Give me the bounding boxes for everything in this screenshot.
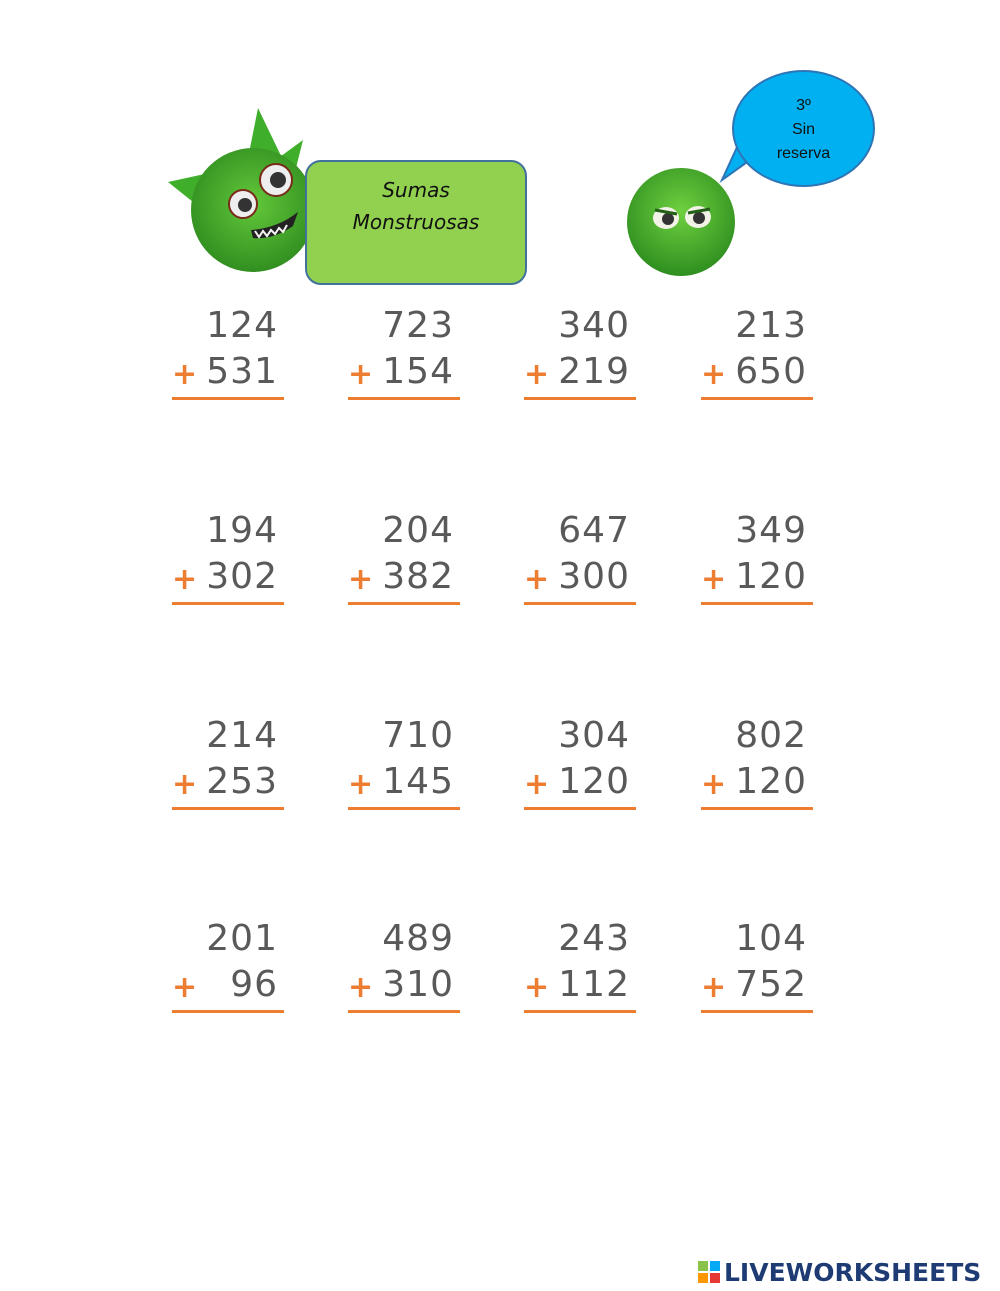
plus-sign: + [701, 562, 727, 597]
addend-top: 124 [206, 305, 278, 346]
addition-problem [524, 918, 644, 1018]
sum-line[interactable] [348, 807, 460, 810]
addend-top: 214 [206, 715, 278, 756]
plus-sign: + [348, 970, 374, 1005]
addend-top: 489 [382, 918, 454, 959]
addend-bottom: 145 [382, 761, 454, 802]
addend-bottom: 112 [558, 964, 630, 1005]
addition-problem [524, 305, 644, 405]
sum-line[interactable] [701, 602, 813, 605]
bubble-line-1: 3º [796, 97, 811, 114]
plus-sign: + [172, 562, 198, 597]
sum-line[interactable] [524, 602, 636, 605]
addition-problem [172, 305, 292, 405]
sum-line[interactable] [172, 602, 284, 605]
horned-monster-illustration [163, 100, 313, 280]
addend-top: 647 [558, 510, 630, 551]
addend-top: 204 [382, 510, 454, 551]
addition-problem [701, 305, 821, 405]
sum-line[interactable] [524, 397, 636, 400]
addend-bottom: 120 [735, 761, 807, 802]
plus-sign: + [172, 767, 198, 802]
sum-line[interactable] [701, 1010, 813, 1013]
plus-sign: + [701, 357, 727, 392]
liveworksheets-logo-text: LIVEWORKSHEETS [724, 1257, 982, 1287]
addend-top: 802 [735, 715, 807, 756]
addend-top: 243 [558, 918, 630, 959]
addend-bottom: 382 [382, 556, 454, 597]
speech-bubble [732, 70, 875, 187]
sum-line[interactable] [524, 807, 636, 810]
plus-sign: + [701, 767, 727, 802]
addition-problem [701, 715, 821, 815]
plus-sign: + [172, 357, 198, 392]
addition-problem [524, 715, 644, 815]
sum-line[interactable] [348, 602, 460, 605]
addend-bottom: 650 [735, 351, 807, 392]
addend-top: 201 [206, 918, 278, 959]
plus-sign: + [524, 357, 550, 392]
plus-sign: + [524, 970, 550, 1005]
liveworksheets-logo-icon [698, 1261, 720, 1283]
addend-bottom: 120 [735, 556, 807, 597]
sum-line[interactable] [348, 1010, 460, 1013]
addition-problem [524, 510, 644, 610]
plus-sign: + [348, 767, 374, 802]
liveworksheets-logo [698, 1256, 981, 1288]
bubble-line-2: Sin [791, 121, 816, 138]
addend-bottom: 531 [206, 351, 278, 392]
addend-bottom: 300 [558, 556, 630, 597]
title-line-2: Monstruosas [352, 210, 480, 234]
addend-top: 304 [558, 715, 630, 756]
addition-problem [701, 510, 821, 610]
addend-top: 723 [382, 305, 454, 346]
addend-bottom: 219 [558, 351, 630, 392]
addition-problem [348, 918, 468, 1018]
plus-sign: + [348, 357, 374, 392]
sum-line[interactable] [172, 807, 284, 810]
addition-problem [172, 510, 292, 610]
addition-problem [348, 715, 468, 815]
title-line-1: Sumas [382, 178, 450, 202]
plus-sign: + [348, 562, 374, 597]
addend-bottom: 154 [382, 351, 454, 392]
addend-top: 213 [735, 305, 807, 346]
addend-top: 194 [206, 510, 278, 551]
sum-line[interactable] [172, 397, 284, 400]
addend-top: 349 [735, 510, 807, 551]
bubble-line-3: reserva [776, 145, 831, 162]
title-box [305, 160, 527, 285]
addend-top: 104 [735, 918, 807, 959]
sum-line[interactable] [701, 807, 813, 810]
addend-bottom: 752 [735, 964, 807, 1005]
addend-top: 710 [382, 715, 454, 756]
sum-line[interactable] [172, 1010, 284, 1013]
addition-problem [348, 305, 468, 405]
addition-problem [172, 918, 292, 1018]
addend-bottom: 310 [382, 964, 454, 1005]
sum-line[interactable] [701, 397, 813, 400]
addend-top: 340 [558, 305, 630, 346]
plus-sign: + [524, 562, 550, 597]
addend-bottom: 120 [558, 761, 630, 802]
addend-bottom: 302 [206, 556, 278, 597]
plus-sign: + [524, 767, 550, 802]
addend-bottom: 253 [206, 761, 278, 802]
addition-problem [172, 715, 292, 815]
sum-line[interactable] [524, 1010, 636, 1013]
plus-sign: + [172, 970, 198, 1005]
addition-problem [701, 918, 821, 1018]
addend-bottom: 96 [230, 964, 278, 1005]
sum-line[interactable] [348, 397, 460, 400]
plus-sign: + [701, 970, 727, 1005]
addition-problem [348, 510, 468, 610]
